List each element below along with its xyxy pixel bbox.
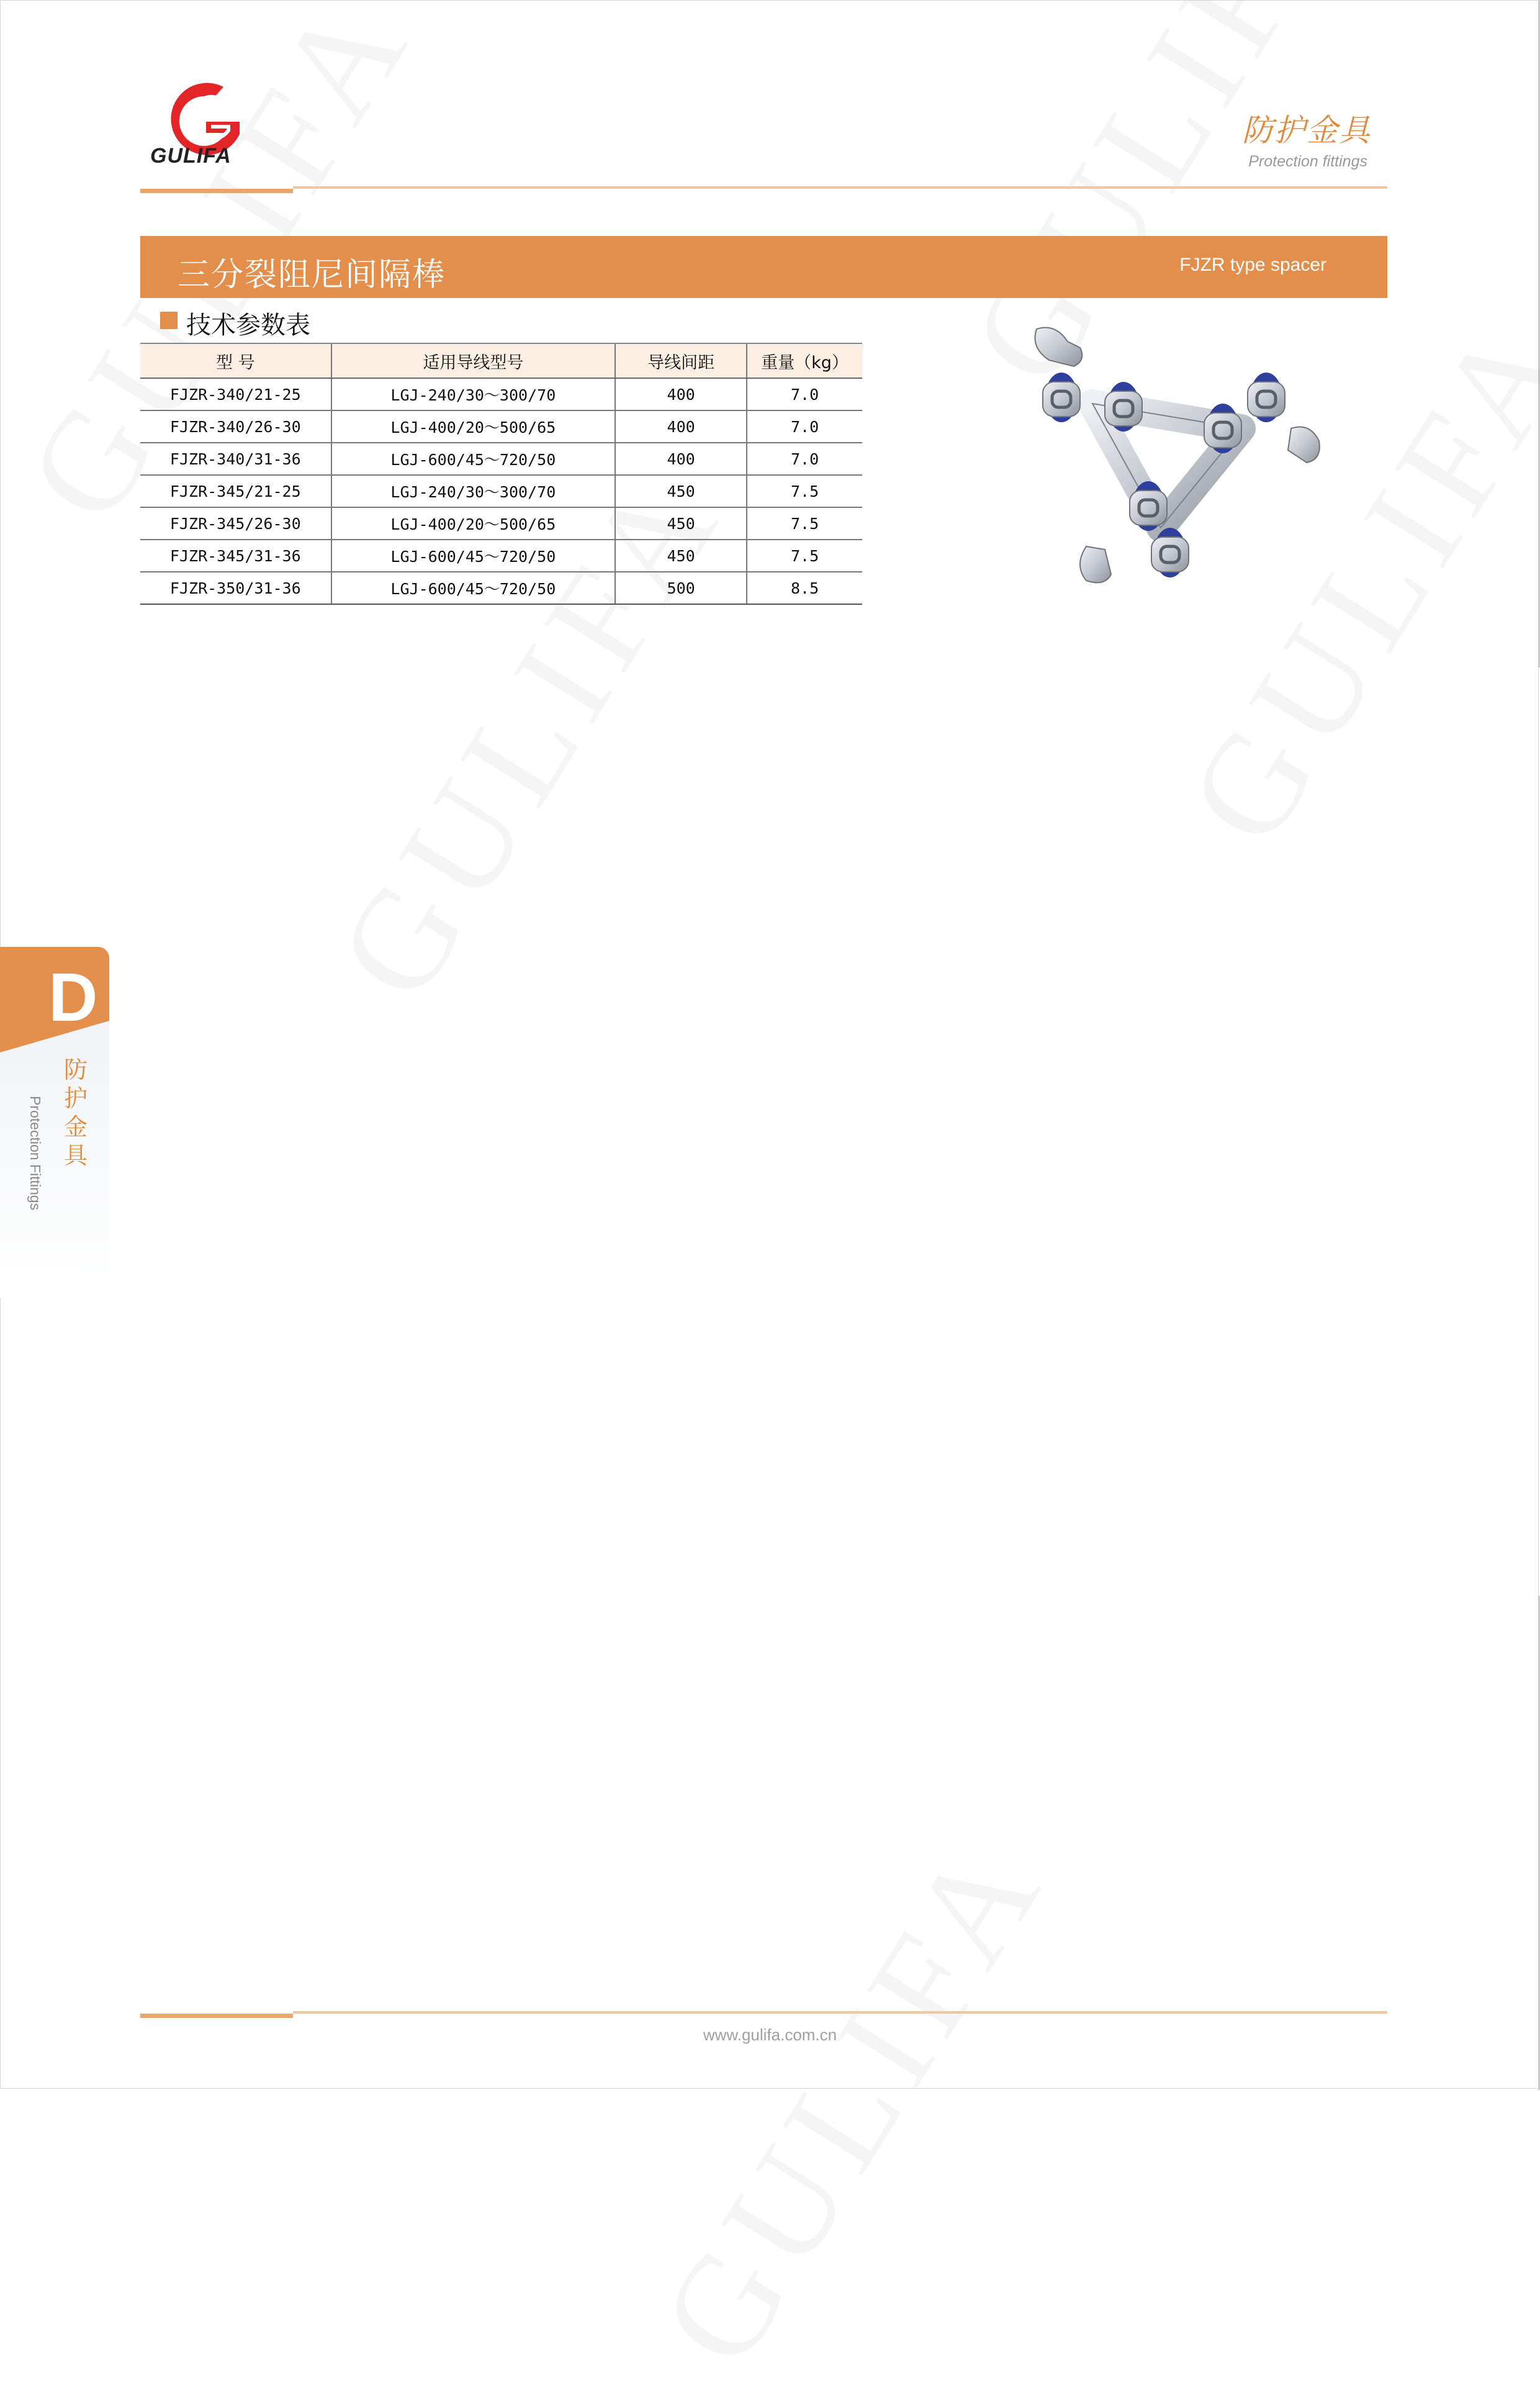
chapter-title-cn: 防护金具 xyxy=(63,1056,88,1169)
table-row xyxy=(140,507,862,540)
table-row xyxy=(140,378,862,410)
spec-table xyxy=(140,343,862,605)
cell-weight: 7.0 xyxy=(747,443,862,475)
cell-model: FJZR-345/31-36 xyxy=(140,540,331,572)
cell-weight: 7.5 xyxy=(747,540,862,572)
cell-model: FJZR-340/31-36 xyxy=(140,443,331,475)
cell-conductor: LGJ-600/45～720/50 xyxy=(331,572,616,604)
footer-website: www.gulifa.com.cn xyxy=(703,2025,837,2044)
product-subtitle: FJZR type spacer xyxy=(1179,255,1326,275)
column-header: 重量（kg） xyxy=(747,343,862,378)
column-header: 适用导线型号 xyxy=(331,343,616,378)
table-row xyxy=(140,572,862,604)
table-row xyxy=(140,540,862,572)
cell-conductor: LGJ-240/30～300/70 xyxy=(331,378,616,410)
cell-spacing: 500 xyxy=(615,572,747,604)
chapter-tab xyxy=(0,947,109,1298)
chapter-title-en: Protection Fittings xyxy=(27,1096,43,1211)
cell-spacing: 400 xyxy=(615,378,747,410)
table-row xyxy=(140,475,862,507)
cell-weight: 7.0 xyxy=(747,410,862,443)
footer-rule xyxy=(293,2011,1387,2014)
cell-model: FJZR-340/26-30 xyxy=(140,410,331,443)
cell-spacing: 450 xyxy=(615,540,747,572)
cell-weight: 7.0 xyxy=(747,378,862,410)
cell-conductor: LGJ-400/20～500/65 xyxy=(331,410,616,443)
cell-conductor: LGJ-400/20～500/65 xyxy=(331,507,616,540)
header-rule-accent xyxy=(140,189,293,193)
section-header-subtitle: Protection fittings xyxy=(1248,153,1367,170)
column-header: 导线间距 xyxy=(615,343,747,378)
footer-rule-accent xyxy=(140,2014,293,2018)
table-row xyxy=(140,410,862,443)
table-header-row xyxy=(140,343,862,378)
column-header: 型 号 xyxy=(140,343,331,378)
product-title: 三分裂阻尼间隔棒 xyxy=(178,256,446,294)
cell-conductor: LGJ-600/45～720/50 xyxy=(331,443,616,475)
product-banner xyxy=(140,236,1387,298)
cell-spacing: 450 xyxy=(615,475,747,507)
section-title: 技术参数表 xyxy=(186,311,310,340)
table-row xyxy=(140,443,862,475)
cell-model: FJZR-350/31-36 xyxy=(140,572,331,604)
header-rule xyxy=(293,186,1387,189)
cell-weight: 8.5 xyxy=(747,572,862,604)
cell-spacing: 400 xyxy=(615,410,747,443)
cell-weight: 7.5 xyxy=(747,507,862,540)
square-bullet-icon xyxy=(160,312,178,329)
section-header-title: 防护金具 xyxy=(1242,112,1371,148)
cell-model: FJZR-345/21-25 xyxy=(140,475,331,507)
cell-weight: 7.5 xyxy=(747,475,862,507)
cell-spacing: 450 xyxy=(615,507,747,540)
spacer-product-image xyxy=(1018,323,1366,608)
cell-conductor: LGJ-240/30～300/70 xyxy=(331,475,616,507)
cell-model: FJZR-340/21-25 xyxy=(140,378,331,410)
brand-name: GULIFA xyxy=(150,144,232,168)
cell-conductor: LGJ-600/45～720/50 xyxy=(331,540,616,572)
cell-spacing: 400 xyxy=(615,443,747,475)
cell-model: FJZR-345/26-30 xyxy=(140,507,331,540)
chapter-letter: D xyxy=(48,959,98,1036)
